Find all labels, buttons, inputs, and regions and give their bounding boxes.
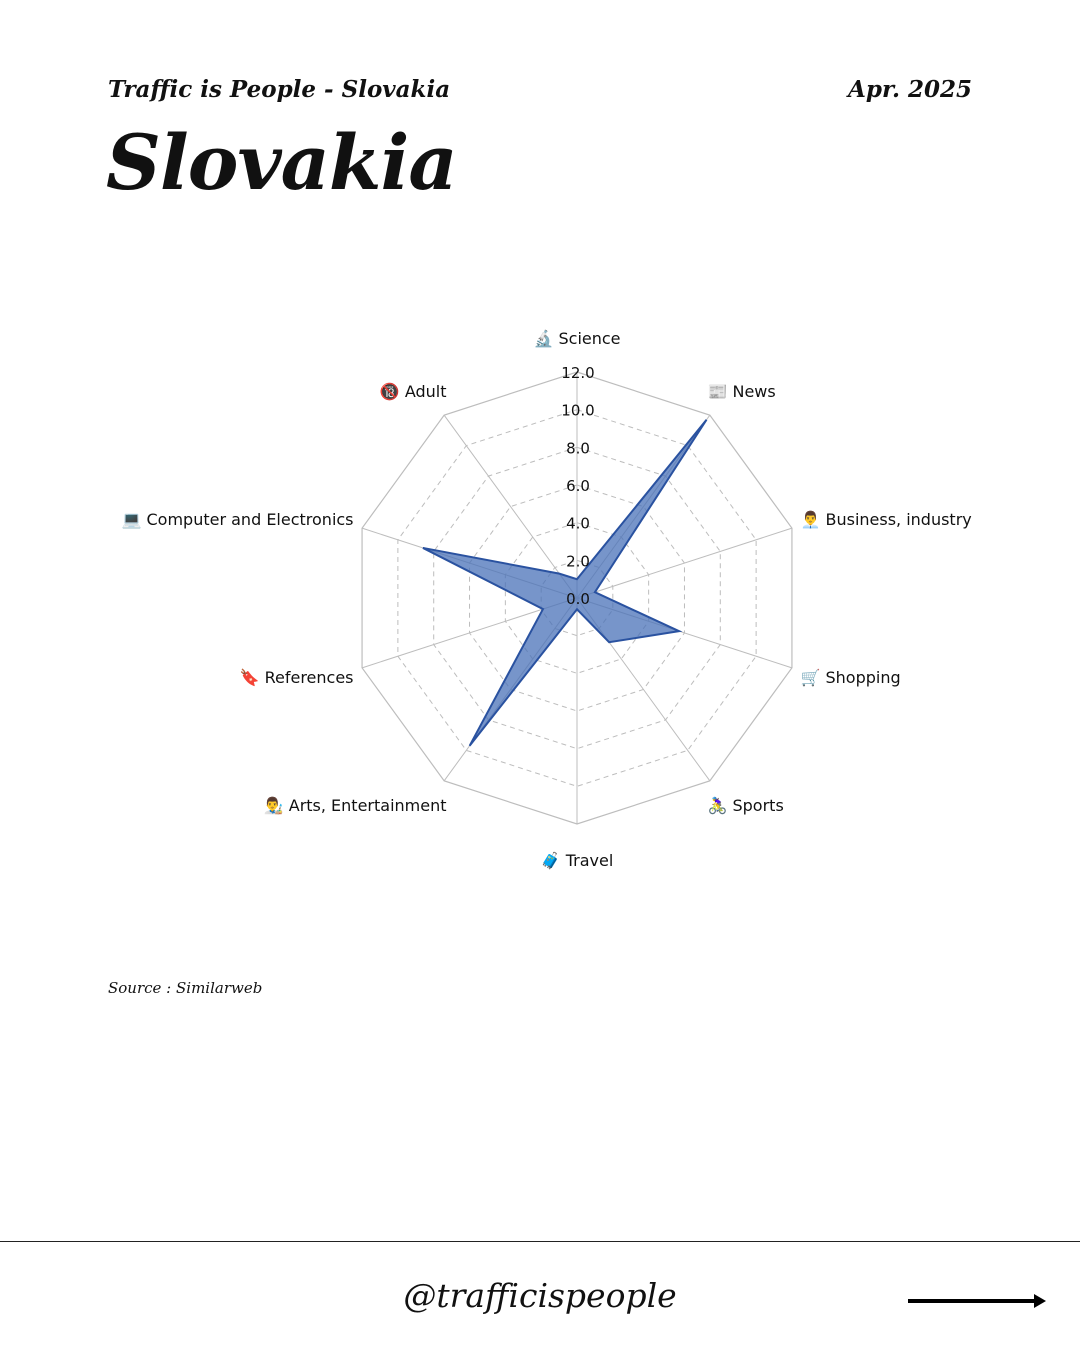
category-label	[264, 796, 447, 815]
category-icon: 🛒	[800, 668, 826, 688]
category-label-text	[380, 382, 447, 401]
next-arrow-icon[interactable]	[908, 1290, 1048, 1312]
category-label	[541, 851, 614, 870]
category-label-text	[533, 329, 620, 348]
category-label-text	[541, 851, 614, 870]
source-note: Source : Similarweb	[108, 979, 263, 997]
radar-series	[423, 420, 707, 746]
category-label	[707, 382, 775, 401]
category-icon: 🔖	[239, 668, 265, 688]
category-label-text	[707, 796, 783, 815]
category-name: Computer and Electronics	[146, 509, 354, 529]
category-icon: 🧳	[540, 851, 566, 870]
category-icon: 💻	[121, 509, 147, 529]
category-name: Business, industry	[825, 509, 972, 529]
category-label	[707, 796, 783, 815]
tick-label: 10.0	[561, 401, 595, 420]
category-name: Arts, Entertainment	[288, 796, 447, 816]
tick-label: 4.0	[566, 514, 590, 533]
category-label-text	[240, 668, 354, 687]
page-title: Slovakia	[106, 118, 457, 207]
category-icon: 🔬	[533, 329, 559, 348]
category-label	[121, 510, 353, 529]
category-label-text	[121, 510, 353, 529]
category-label	[240, 668, 354, 687]
category-icon: 📰	[707, 381, 733, 401]
category-name: News	[732, 381, 776, 401]
category-label	[533, 329, 620, 348]
category-label-text	[264, 796, 447, 815]
category-icon: 👨‍🎨	[263, 796, 289, 816]
tick-label: 6.0	[566, 477, 590, 495]
header-subtitle: Traffic is People - Slovakia	[108, 76, 451, 103]
category-name: Adult	[404, 381, 447, 401]
category-icon: 🔞	[379, 381, 405, 401]
category-label	[800, 668, 900, 687]
header-date: Apr. 2025	[848, 76, 972, 103]
category-label	[380, 382, 447, 401]
category-name: Travel	[565, 851, 614, 870]
tick-label: 0.0	[566, 590, 590, 608]
tick-label: 2.0	[566, 552, 590, 571]
category-label	[800, 510, 971, 529]
category-label-text	[707, 382, 775, 401]
category-name: Sports	[732, 796, 784, 816]
tick-label: 8.0	[566, 439, 590, 458]
tick-label: 12.0	[561, 364, 595, 382]
category-name: Shopping	[825, 668, 901, 688]
category-name: References	[264, 668, 354, 688]
series-area	[423, 420, 707, 746]
category-label-text	[800, 668, 900, 687]
category-name: Science	[558, 329, 621, 348]
category-icon: 👨‍💼	[800, 509, 826, 529]
category-label-text	[800, 510, 971, 529]
footer-handle: @trafficispeople	[403, 1276, 677, 1315]
category-icon: 🚴‍♀️	[707, 796, 733, 816]
footer-divider	[0, 1241, 1080, 1242]
